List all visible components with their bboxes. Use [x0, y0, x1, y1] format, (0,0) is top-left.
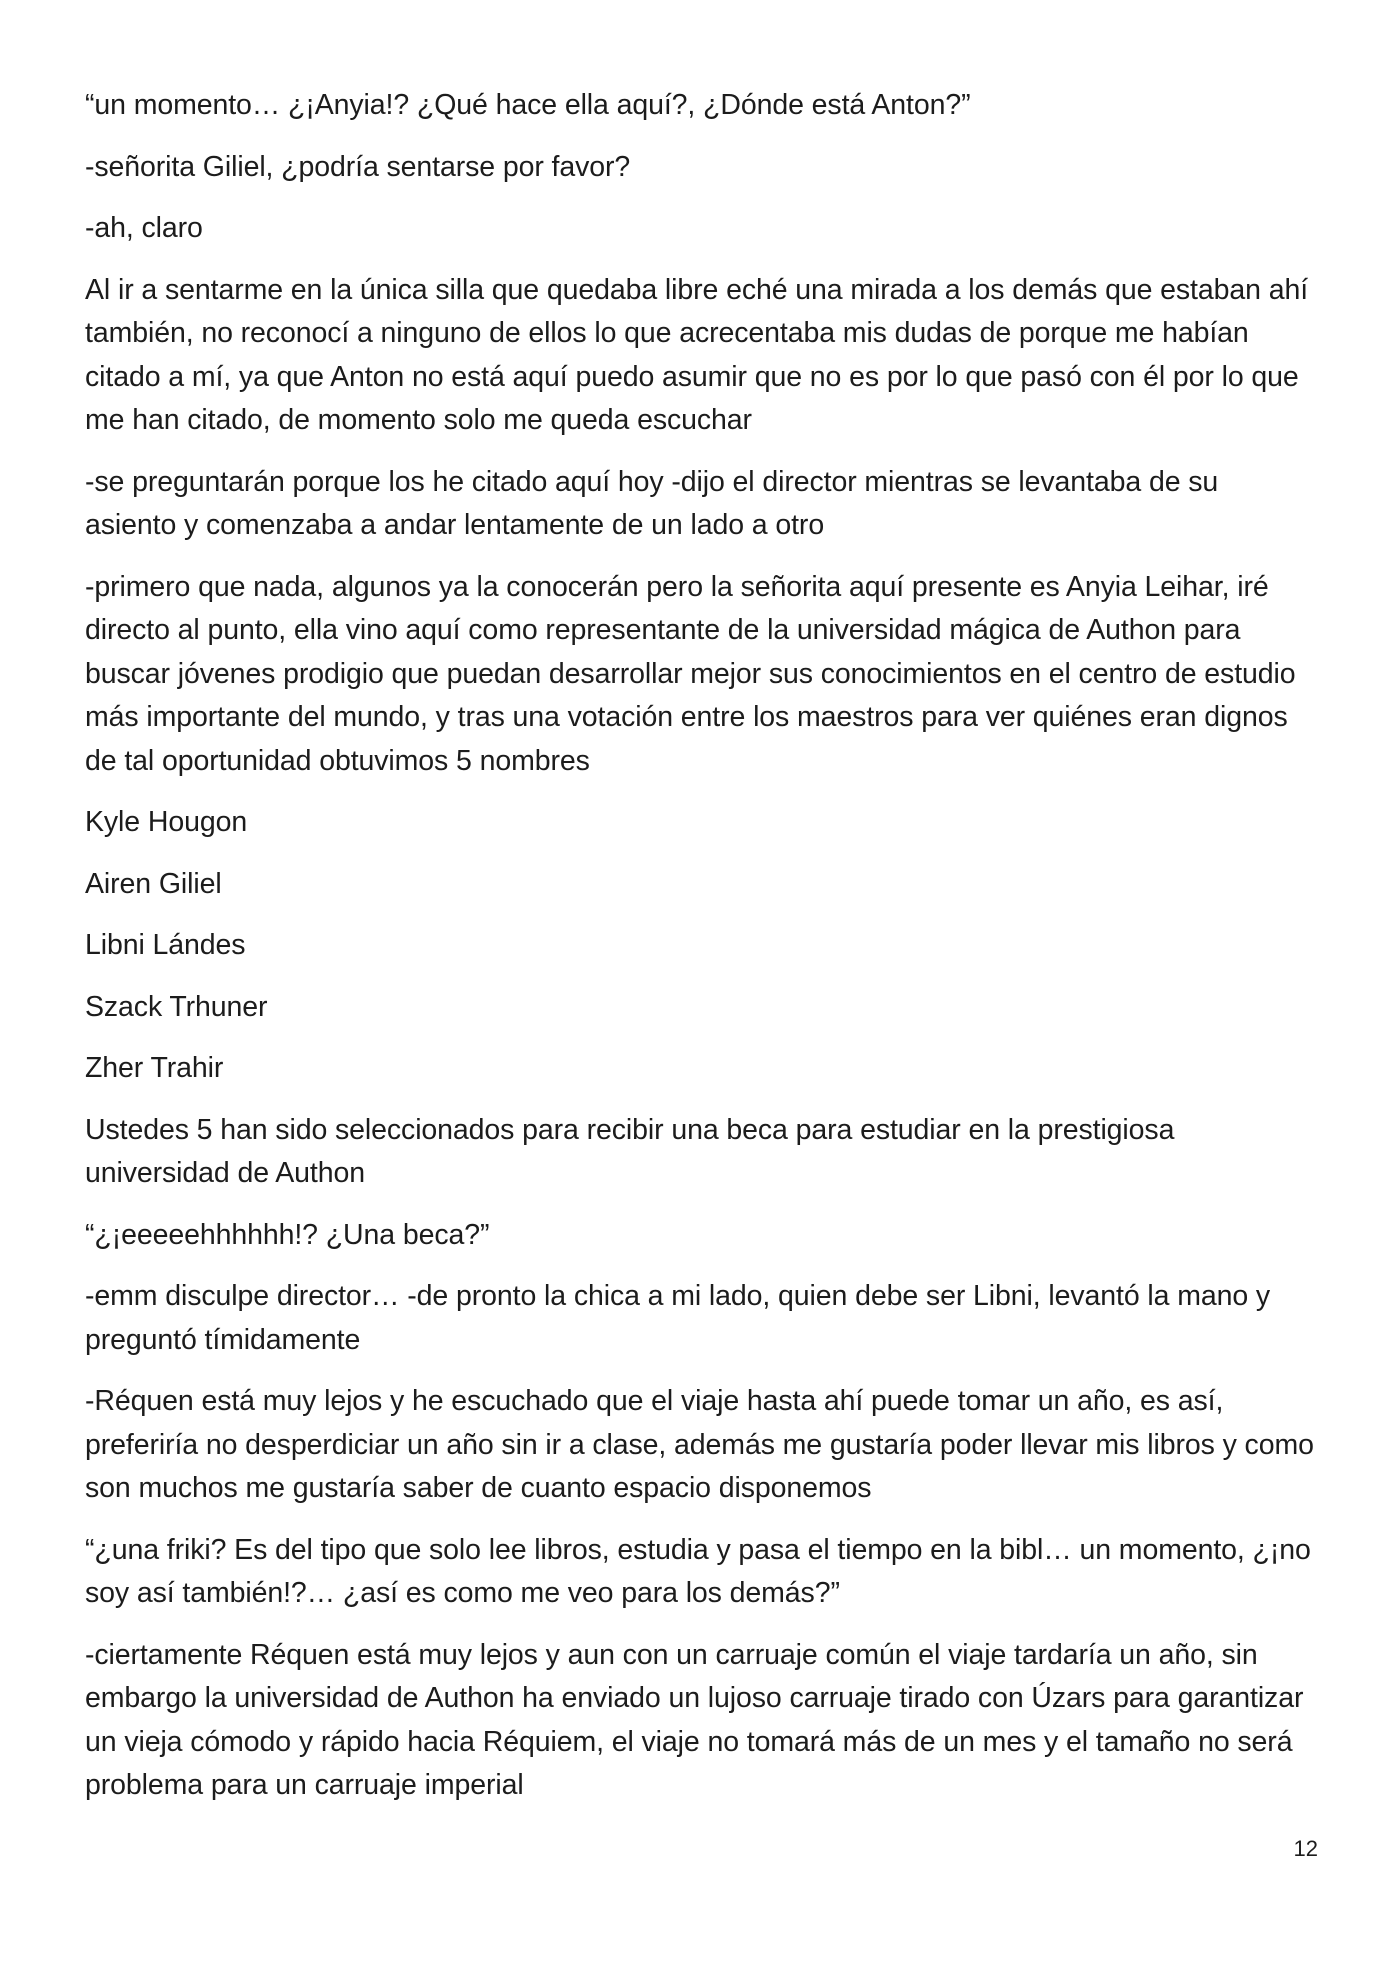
paragraph: -ciertamente Réquen está muy lejos y aun con un carruaje común el viaje tardaría un año, sin embargo la universidad de Authon ha enviado un lujoso carruaje tirado con Úzars para garantizar un vieja cómodo y rápido hacia Réquiem, el viaje no tomará más de un mes y el tamaño no será problema para un carruaje imperial [85, 1638, 1304, 1801]
paragraph: -Réquen está muy lejos y he escuchado que el viaje hasta ahí puede tomar un año, es así, preferiría no desperdiciar un año sin ir a clase, además me gustaría poder llevar mis libros y como son muchos me gustaría saber de cuanto espacio disponemos [85, 1385, 1314, 1504]
page-body [85, 84, 1315, 1826]
paragraph: -ah, claro [85, 212, 203, 244]
paragraph: Ustedes 5 han sido seleccionados para recibir una beca para estudiar en la prestigiosa universidad de Authon [85, 1113, 1175, 1189]
paragraph: -se preguntarán porque los he citado aquí hoy -dijo el director mientras se levantaba de su asiento y comenzaba a andar lentamente de un lado a otro [85, 465, 1219, 541]
paragraph: -primero que nada, algunos ya la conocerán pero la señorita aquí presente es Anyia Leihar, iré directo al punto, ella vino aquí como representante de la universidad mágica de Authon para buscar jóvenes prodigio que puedan desarrollar mejor sus conocimientos en el centro de estudio más importante del mundo, y tras una votación entre los maestros para ver quiénes eran dignos de tal oportunidad obtuvimos 5 nombres [85, 570, 1296, 777]
paragraph: -emm disculpe director… -de pronto la chica a mi lado, quien debe ser Libni, levantó la mano y preguntó tímidamente [85, 1280, 1271, 1356]
name-list-item: Szack Trhuner [85, 990, 268, 1023]
paragraph: “un momento… ¿¡Anyia!? ¿Qué hace ella aquí?, ¿Dónde está Anton?” [85, 89, 971, 121]
paragraph: “¿¡eeeeehhhhhh!? ¿Una beca?” [85, 1218, 490, 1251]
paragraph: “¿una friki? Es del tipo que solo lee libros, estudia y pasa el tiempo en la bibl… un momento, ¿¡no soy así también!?… ¿así es como me veo para los demás?” [85, 1533, 1311, 1609]
paragraph: Al ir a sentarme en la única silla que quedaba libre eché una mirada a los demás que estaban ahí también, no reconocí a ninguno de ellos lo que acrecentaba mis dudas de porque me habían citado a mí, ya que Anton no está aquí puedo asumir que no es por lo que pasó con él por lo que me han citado, de momento solo me queda escuchar [85, 273, 1309, 436]
name-list-item: Kyle Hougon [85, 806, 248, 838]
name-list-item: Zher Trahir [85, 1052, 224, 1084]
page-number: 12 [1293, 1836, 1318, 1861]
name-list-item: Airen Giliel [85, 867, 222, 900]
name-list-item: Libni Lándes [85, 929, 246, 961]
paragraph: -señorita Giliel, ¿podría sentarse por favor? [85, 150, 631, 183]
